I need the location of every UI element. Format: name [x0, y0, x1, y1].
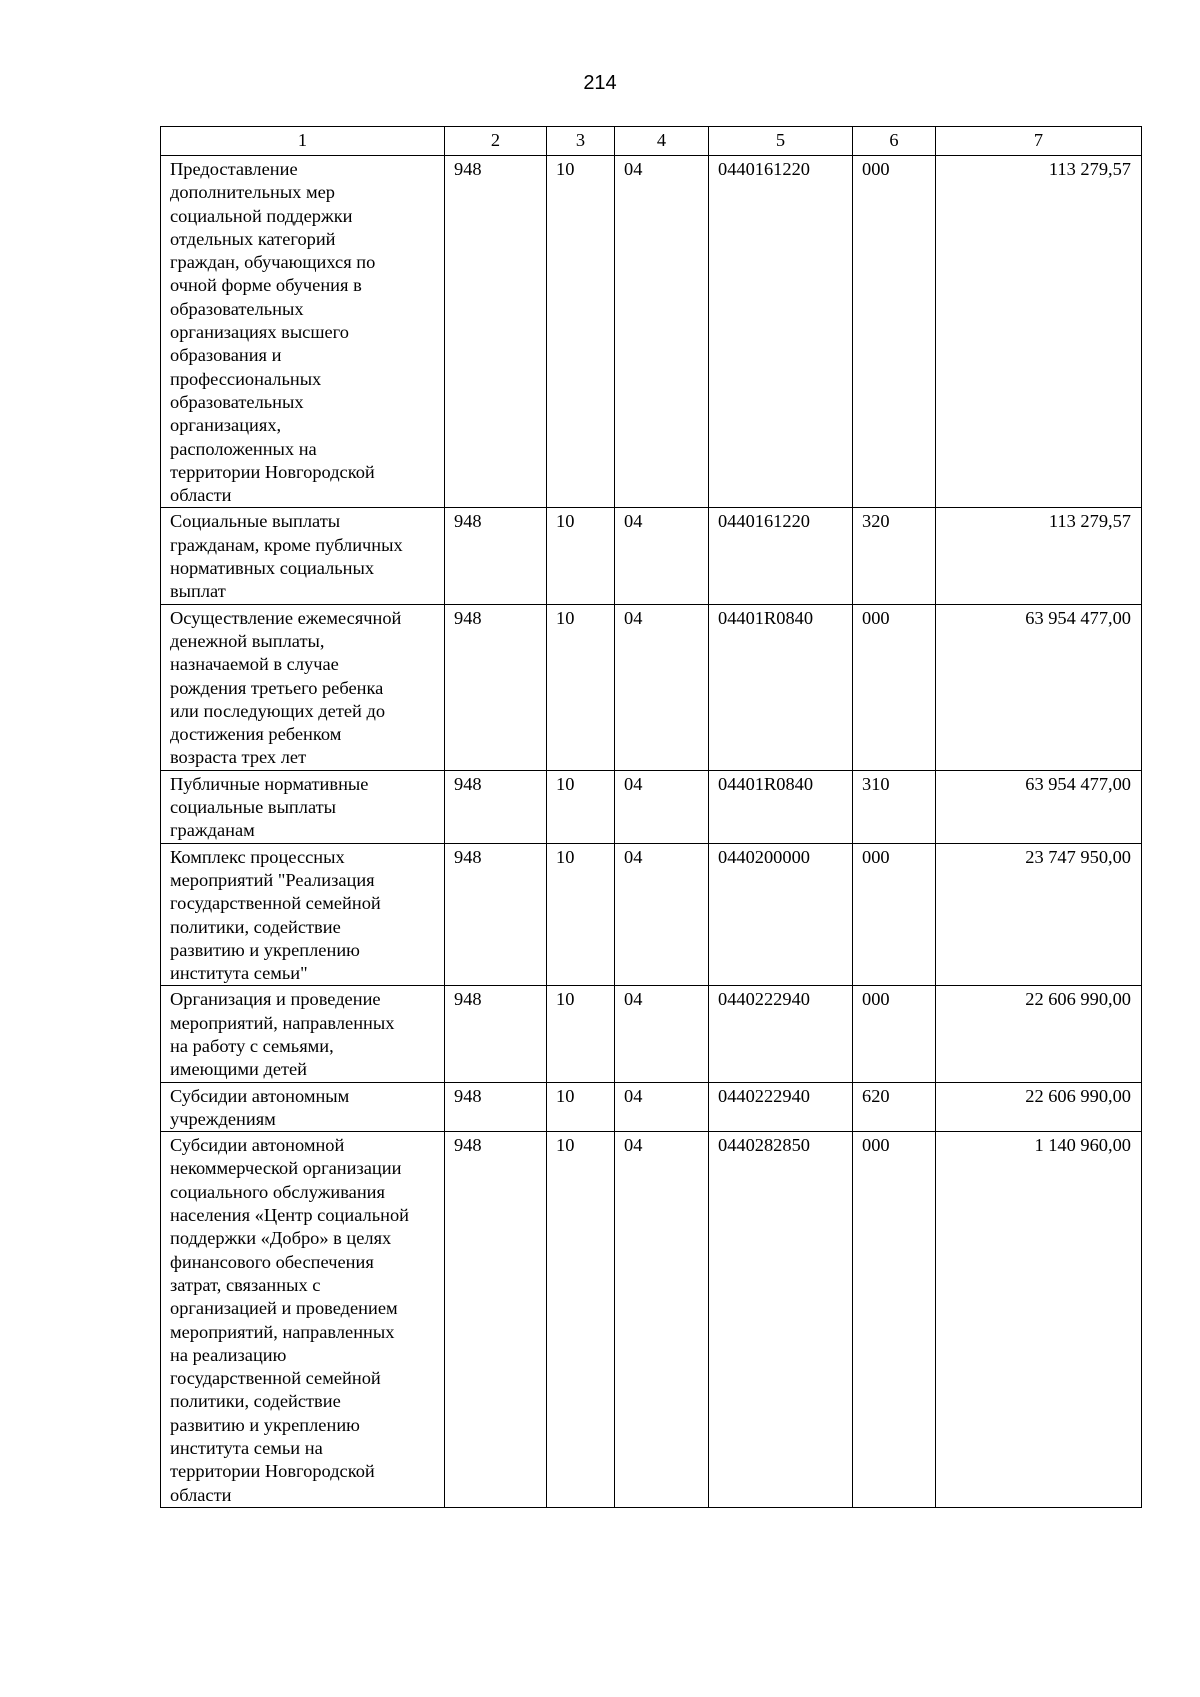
row-name-line: расположенных на — [170, 438, 317, 459]
table-header-row — [161, 127, 1142, 156]
row-name-line: граждан, обучающихся по — [170, 252, 376, 273]
row-name-line: территории Новгородской — [170, 461, 375, 482]
row-name-line: мероприятий, направленных — [170, 1321, 395, 1342]
chapter-code-cell: 948 — [445, 770, 547, 843]
row-name-line: социального обслуживания — [170, 1181, 385, 1202]
table-row — [161, 508, 1142, 604]
chapter-code-cell: 948 — [445, 986, 547, 1082]
row-name-line: достижения ребенком — [170, 724, 342, 745]
row-name-line: социальные выплаты — [170, 797, 337, 818]
row-name-line: государственной семейной — [170, 893, 381, 914]
row-name-line: территории Новгородской — [170, 1461, 375, 1482]
row-name-line: образования и — [170, 345, 282, 366]
subsection-code-cell: 04 — [615, 1082, 709, 1132]
row-name-line: Организация и проведение — [170, 989, 381, 1010]
row-name-line: организациях высшего — [170, 322, 349, 343]
row-name-line: организациях, — [170, 415, 282, 436]
row-name-line: Субсидии автономной — [170, 1135, 345, 1156]
expense-type-code-cell: 000 — [853, 156, 936, 508]
row-name-line: дополнительных мер — [170, 182, 335, 203]
row-name-line: мероприятий, направленных — [170, 1012, 395, 1033]
section-code-cell: 10 — [547, 604, 615, 770]
row-name-cell — [161, 604, 445, 770]
header-cell: 1 — [161, 127, 445, 156]
table-row — [161, 1132, 1142, 1508]
row-name-line: профессиональных — [170, 368, 322, 389]
subsection-code-cell: 04 — [615, 986, 709, 1082]
chapter-code-cell: 948 — [445, 1132, 547, 1508]
row-name-line: мероприятий "Реализация — [170, 869, 375, 890]
row-name-line: поддержки «Добро» в целях — [170, 1228, 392, 1249]
sum-cell: 113 279,57 — [936, 156, 1142, 508]
sum-cell: 63 954 477,00 — [936, 770, 1142, 843]
sum-cell: 23 747 950,00 — [936, 843, 1142, 986]
expense-type-code-cell: 000 — [853, 843, 936, 986]
subsection-code-cell: 04 — [615, 604, 709, 770]
sum-cell: 1 140 960,00 — [936, 1132, 1142, 1508]
subsection-code-cell: 04 — [615, 770, 709, 843]
row-name-line: на работу с семьями, — [170, 1035, 334, 1056]
row-name-line: финансового обеспечения — [170, 1251, 374, 1272]
row-name-line: отдельных категорий — [170, 228, 336, 249]
target-item-code-cell: 0440222940 — [709, 1082, 853, 1132]
section-code-cell: 10 — [547, 770, 615, 843]
header-cell: 3 — [547, 127, 615, 156]
chapter-code-cell: 948 — [445, 508, 547, 604]
row-name-line: Социальные выплаты — [170, 511, 341, 532]
row-name-line: Субсидии автономным — [170, 1085, 350, 1106]
row-name-line: назначаемой в случае — [170, 654, 339, 675]
section-code-cell: 10 — [547, 843, 615, 986]
expense-type-code-cell: 320 — [853, 508, 936, 604]
row-name-cell — [161, 1132, 445, 1508]
section-code-cell: 10 — [547, 1082, 615, 1132]
row-name-line: развитию и укреплению — [170, 939, 360, 960]
row-name-line: или последующих детей до — [170, 700, 386, 721]
row-name-line: области — [170, 1484, 232, 1505]
row-name-line: возраста трех лет — [170, 747, 307, 768]
row-name-line: организацией и проведением — [170, 1298, 398, 1319]
row-name-line: образовательных — [170, 391, 304, 412]
row-name-line: института семьи на — [170, 1438, 323, 1459]
row-name-line: на реализацию — [170, 1344, 287, 1365]
row-name-line: имеющими детей — [170, 1059, 308, 1080]
target-item-code-cell: 0440161220 — [709, 508, 853, 604]
chapter-code-cell: 948 — [445, 604, 547, 770]
row-name-cell — [161, 770, 445, 843]
table-row — [161, 986, 1142, 1082]
section-code-cell: 10 — [547, 986, 615, 1082]
expense-type-code-cell: 000 — [853, 1132, 936, 1508]
sum-cell: 22 606 990,00 — [936, 1082, 1142, 1132]
budget-table — [160, 126, 1142, 1508]
row-name-line: населения «Центр социальной — [170, 1205, 409, 1226]
table-row — [161, 1082, 1142, 1132]
row-name-line: Комплекс процессных — [170, 846, 345, 867]
chapter-code-cell: 948 — [445, 843, 547, 986]
row-name-line: затрат, связанных с — [170, 1274, 321, 1295]
target-item-code-cell: 0440161220 — [709, 156, 853, 508]
row-name-line: государственной семейной — [170, 1368, 381, 1389]
header-cell: 6 — [853, 127, 936, 156]
row-name-line: гражданам, кроме публичных — [170, 534, 403, 555]
row-name-line: учреждениям — [170, 1108, 276, 1129]
row-name-cell — [161, 843, 445, 986]
subsection-code-cell: 04 — [615, 1132, 709, 1508]
row-name-line: некоммерческой организации — [170, 1158, 402, 1179]
section-code-cell: 10 — [547, 508, 615, 604]
row-name-line: области — [170, 485, 232, 506]
row-name-cell — [161, 986, 445, 1082]
row-name-line: денежной выплаты, — [170, 630, 325, 651]
expense-type-code-cell: 620 — [853, 1082, 936, 1132]
sum-cell: 63 954 477,00 — [936, 604, 1142, 770]
target-item-code-cell: 04401R0840 — [709, 604, 853, 770]
row-name-line: института семьи" — [170, 963, 308, 984]
row-name-line: Предоставление — [170, 159, 298, 179]
row-name-line: очной форме обучения в — [170, 275, 362, 296]
row-name-cell — [161, 508, 445, 604]
row-name-line: политики, содействие — [170, 916, 341, 937]
page-number: 214 — [583, 72, 617, 94]
row-name-line: Осуществление ежемесячной — [170, 607, 402, 628]
row-name-line: нормативных социальных — [170, 558, 375, 579]
header-cell: 5 — [709, 127, 853, 156]
target-item-code-cell: 0440200000 — [709, 843, 853, 986]
expense-type-code-cell: 000 — [853, 604, 936, 770]
chapter-code-cell: 948 — [445, 156, 547, 508]
row-name-line: политики, содействие — [170, 1391, 341, 1412]
subsection-code-cell: 04 — [615, 843, 709, 986]
header-cell: 4 — [615, 127, 709, 156]
expense-type-code-cell: 310 — [853, 770, 936, 843]
section-code-cell: 10 — [547, 1132, 615, 1508]
subsection-code-cell: 04 — [615, 508, 709, 604]
sum-cell: 113 279,57 — [936, 508, 1142, 604]
table-row — [161, 843, 1142, 986]
row-name-cell — [161, 1082, 445, 1132]
table-row — [161, 604, 1142, 770]
row-name-line: Публичные нормативные — [170, 773, 369, 794]
row-name-line: развитию и укреплению — [170, 1414, 360, 1435]
row-name-line: образовательных — [170, 298, 304, 319]
header-cell: 2 — [445, 127, 547, 156]
row-name-cell — [161, 156, 445, 508]
table-row — [161, 156, 1142, 508]
chapter-code-cell: 948 — [445, 1082, 547, 1132]
sum-cell: 22 606 990,00 — [936, 986, 1142, 1082]
target-item-code-cell: 0440222940 — [709, 986, 853, 1082]
header-cell: 7 — [936, 127, 1142, 156]
row-name-line: социальной поддержки — [170, 205, 353, 226]
subsection-code-cell: 04 — [615, 156, 709, 508]
row-name-line: выплат — [170, 581, 226, 602]
target-item-code-cell: 04401R0840 — [709, 770, 853, 843]
section-code-cell: 10 — [547, 156, 615, 508]
expense-type-code-cell: 000 — [853, 986, 936, 1082]
row-name-line: гражданам — [170, 820, 255, 841]
row-name-line: рождения третьего ребенка — [170, 677, 384, 698]
table-row — [161, 770, 1142, 843]
target-item-code-cell: 0440282850 — [709, 1132, 853, 1508]
